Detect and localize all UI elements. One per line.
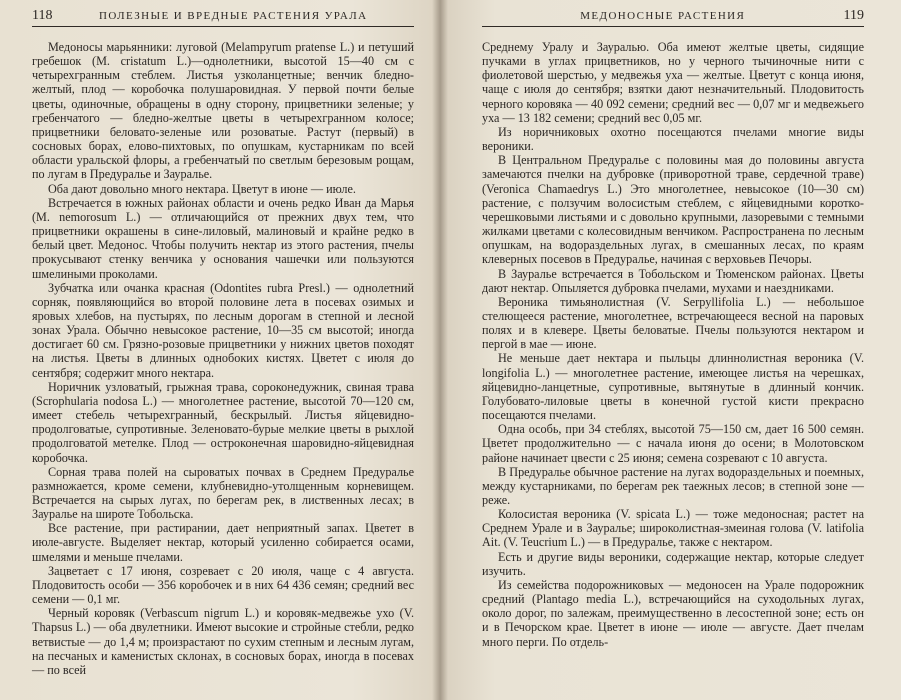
paragraph: Не меньше дает нектара и пыльцы длиннолистная вероника (V. longifolia L.) — многолетнее растение, имеющее листья на черешках, яйцевидно-ланцетные, супротивные, вытянутые в длинный кончик. Голубовато-лиловые цветы в конечной густой кисти прекрасно посещаются пчелами.: [482, 351, 864, 423]
paragraph: Есть и другие виды вероники, содержащие нектар, которые следует изучить.: [482, 549, 864, 578]
paragraph: Из норичниковых охотно посещаются пчелами многие виды вероники.: [482, 124, 864, 154]
paragraph: В Предуралье обычное растение на лугах водораздельных и поемных, между кустарниками, по берегам рек таежных лесов; в степной зоне — реже.: [482, 464, 864, 507]
paragraph: Оба дают довольно много нектара. Цветут в июне — июле.: [48, 181, 356, 196]
left-page: [0, 0, 440, 700]
left-page-number: 118: [32, 8, 53, 23]
left-page-text: [32, 40, 414, 677]
paragraph: Встречается в южных районах области и очень редко Иван да Марья (M. nemorosum L.) — отличающийся от прежних двух тем, что прицветники окрашены в сине-лиловый, малиновый и крайне редко в белый цвет. Медонос. Чтобы получить нектар из этого растения, пчелы прокусывают стенку венчика у основания чашечки или пользуются шмелиными проколами.: [32, 195, 414, 281]
paragraph: Зацветает с 17 июня, созревает с 20 июля, чаще с 4 августа. Плодовитость особи — 356 коробочек и в них 64 436 семян; средний вес семени — 0,1 мг.: [32, 563, 414, 607]
paragraph: Колосистая вероника (V. spicata L.) — тоже медоносная; растет на Среднем Урале и в Зауралье; широколистная-змеиная голова (V. latifolia Ait. (V. Teucrium L.) — в Предуралье, также с нектаром.: [482, 507, 864, 550]
paragraph: Все растение, при растирании, дает неприятный запах. Цветет в июле-августе. Выделяет нектар, который усиленно собирается осами, шмелями и меньше пчелами.: [32, 521, 414, 564]
paragraph: Сорная трава полей на сыроватых почвах в Среднем Предуралье размножается, кроме семени, клубневидно-утолщенным корневищем. Встречается на сырых лугах, по берегам рек, в лиственных лесах; в Зауралье на широте Тобольска.: [32, 464, 414, 522]
right-page: [440, 0, 901, 700]
left-running-title: ПОЛЕЗНЫЕ И ВРЕДНЫЕ РАСТЕНИЯ УРАЛА: [99, 10, 368, 22]
right-page-number: 119: [843, 8, 864, 23]
right-running-head: [482, 6, 864, 27]
paragraph: Среднему Уралу и Зауралью. Оба имеют желтые цветы, сидящие пучками в углах прицветников, но у черного тычиночные нити с фиолетовой шерстью, у медвежья уха — желтые. Цветут с конца июня, чаще с июля до сентября; взятки дают незначительный. Плодовитость черного коровяка — 40 092 семени; средний вес — 0,07 мг и медвежьего уха — 13 182 семени; средний вес 0,05 мг.: [482, 40, 864, 125]
paragraph: Одна особь, при 34 стеблях, высотой 75—150 см, дает 16 500 семян. Цветет продолжительно — с начала июня до осени; в Молотовском районе начинает цвести с 25 июня; семена созревают с 10 августа.: [482, 422, 864, 465]
paragraph: Норичник узловатый, грыжная трава, сороконедужник, свиная трава (Scrophularia nodosa L.) — многолетнее растение, высотой 70—120 см, имеет стебель четырехгранный, бескрылый. Листья яйцевидно-продолговатые, супротивные. Зеленовато-бурые мелкие цветы в рыхлой продолговатой метелке. Плод — остроконечная шаровидно-яйцевидная коробочка.: [32, 379, 414, 465]
right-running-title: МЕДОНОСНЫЕ РАСТЕНИЯ: [580, 10, 746, 22]
paragraph: Вероника тимьянолистная (V. Serpyllifolia L.) — небольшое стелющееся растение, многолетнее, встречающееся весной на паровых полях и в клевере. Цветы беловатые. Пчелы пользуются нектаром и пергой в мае — июне.: [482, 294, 864, 352]
paragraph: В Зауралье встречается в Тобольском и Тюменском районах. Цветы дают нектар. Опыляется дубровка пчелами, мухами и наездниками.: [482, 266, 864, 295]
book-gutter: [432, 0, 448, 700]
left-running-head: [32, 6, 414, 27]
paragraph: Черный коровяк (Verbascum nigrum L.) и коровяк-медвежье ухо (V. Thapsus L.) — оба двулетники. Имеют высокие и стройные стебли, редко ветвистые — до 1,4 м; произрастают по сухим степным и лесным лугам, на песчаных и каменистых склонах, в сосновых борах, иногда в посевах — по всей: [32, 606, 414, 677]
paragraph: Из семейства подорожниковых — медоносен на Урале подорожник средний (Plantago media L.), встречающийся на суходольных лугах, около дорог, по залежам, преимущественно в лесостепной зоне; есть он и в Печорском крае. Цветет в июне — июле — августе. Дает пчелам много перги. По отдель-: [482, 577, 864, 649]
paragraph: Зубчатка или очанка красная (Odontites rubra Presl.) — однолетний сорняк, появляющийся во второй половине лета в посевах озимых и яровых хлебов, на пустырях, по лесным дорогам в степной и лесной зонах Урала. Обычно невысокое растение, 10—35 см высотой; иногда достигает 60 см. Грязно-розовые прицветники у нижних цветов походят на листья. Цветы в длинных однобоких кистях. Цветет с июля до сентября; содержит много нектара.: [32, 280, 414, 380]
paragraph: Медоносы марьянники: луговой (Melampyrum pratense L.) и петуший гребешок (M. cristatum L.)—однолетники, высотой 15—40 см с четырехгранным стеблем. Листья узколанцетные; венчик бледно-желтый, плод — коробочка полушаровидная. У первой почти белые цветы, одиночные, обращены в одну сторону, прицветники зеленые; у гребенчатого — бледно-желтые цветы в четырехгранном колосе; прицветники беловато-зеленые или розоватые. Растут (первый) в сосновых борах, елово-пихтовых, по опушкам, кустарникам по всей области уральской флоры, а гребенчатый по светлым березовым рощам, по лугам в Предуралье и Зауралье.: [32, 40, 414, 182]
paragraph: В Центральном Предуралье с половины мая до половины августа замечаются пчелки на дубровке (приворотной траве, сердечной траве) (Veronica Chamaedrys L.) Это многолетнее, невысокое (10—30 см) растение, с ползучим волосистым стеблем, с яйцевидными коротко-черешковыми листьями и с довольно крупными, лазоревыми с темными жилками цветами с колесовидным венчиком. Распространена по лесным опушкам, на водораздельных лугах, в смешанных лесах, по краям клеверных посевов в Предуралье, начиная с верховьев Печоры.: [482, 153, 864, 267]
right-page-text: [482, 40, 864, 649]
